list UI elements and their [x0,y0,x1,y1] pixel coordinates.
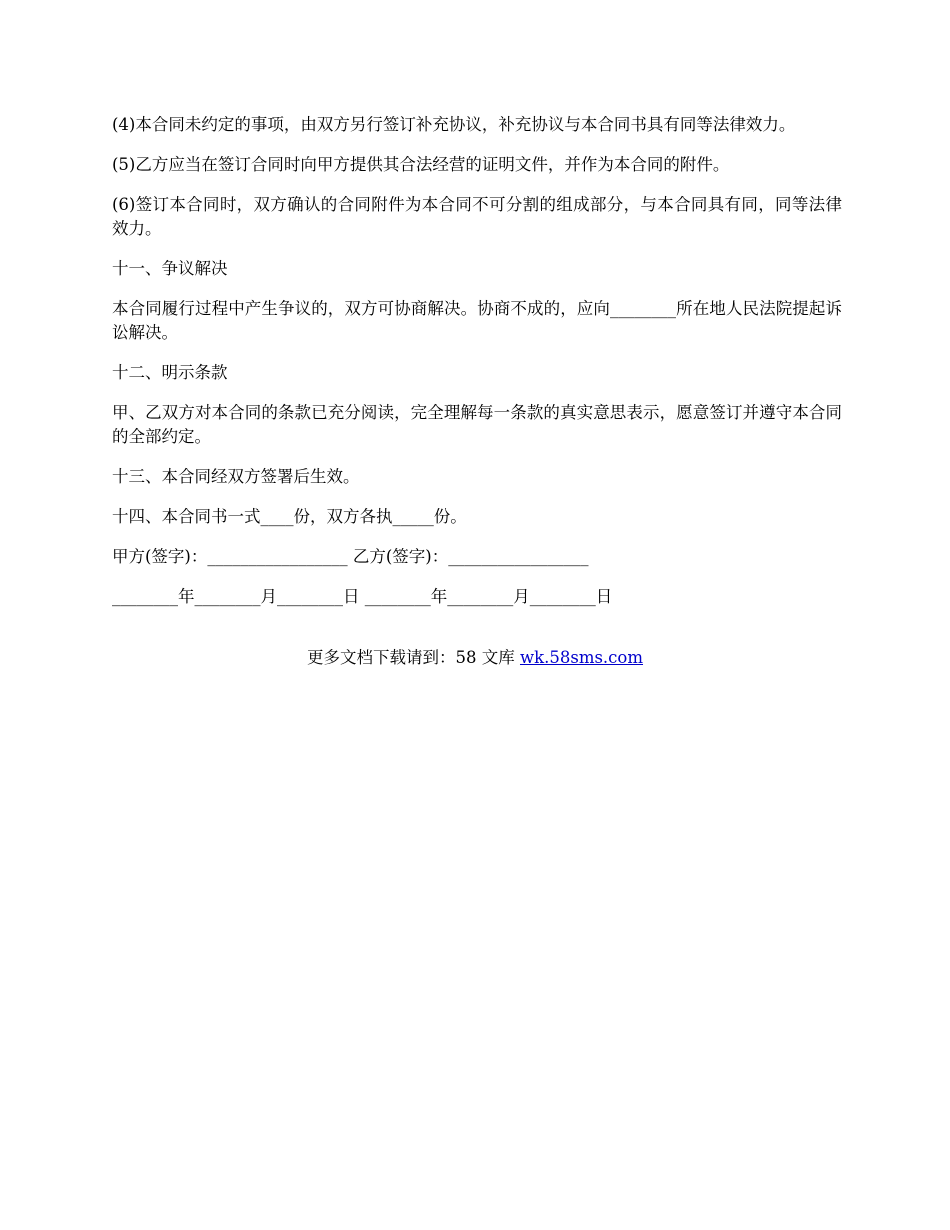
section-heading-dispute: 十一、争议解决 [112,259,228,278]
footer-text: 更多文档下载请到：58 文库 [306,648,520,667]
section-heading-explicit-terms: 十二、明示条款 [112,363,228,382]
footer [0,646,950,670]
clause-4: (4)本合同未约定的事项，由双方另行签订补充协议，补充协议与本合同书具有同等法律效力。 [112,115,796,134]
explicit-terms-clause: 甲、乙双方对本合同的条款已充分阅读，完全理解每一条款的真实意思表示，愿意签订并遵守本合同的全部约定。 [112,403,842,446]
document-body [112,113,842,625]
clause-6: (6)签订本合同时，双方确认的合同附件为本合同不可分割的组成部分，与本合同具有同，同等法律效力。 [112,195,842,238]
signature-line: 甲方(签字)：_________________ 乙方(签字)：_________________ [112,547,589,566]
footer-link[interactable]: wk.58sms.com [519,648,643,667]
effective-clause: 十三、本合同经双方签署后生效。 [112,467,360,486]
copies-clause: 十四、本合同书一式____份，双方各执_____份。 [112,507,467,526]
date-line: ________年________月________日 ________年________月________日 [112,587,613,606]
clause-5: (5)乙方应当在签订合同时向甲方提供其合法经营的证明文件，并作为本合同的附件。 [112,155,730,174]
dispute-clause: 本合同履行过程中产生争议的，双方可协商解决。协商不成的，应向________所在地人民法院提起诉讼解决。 [112,299,842,342]
